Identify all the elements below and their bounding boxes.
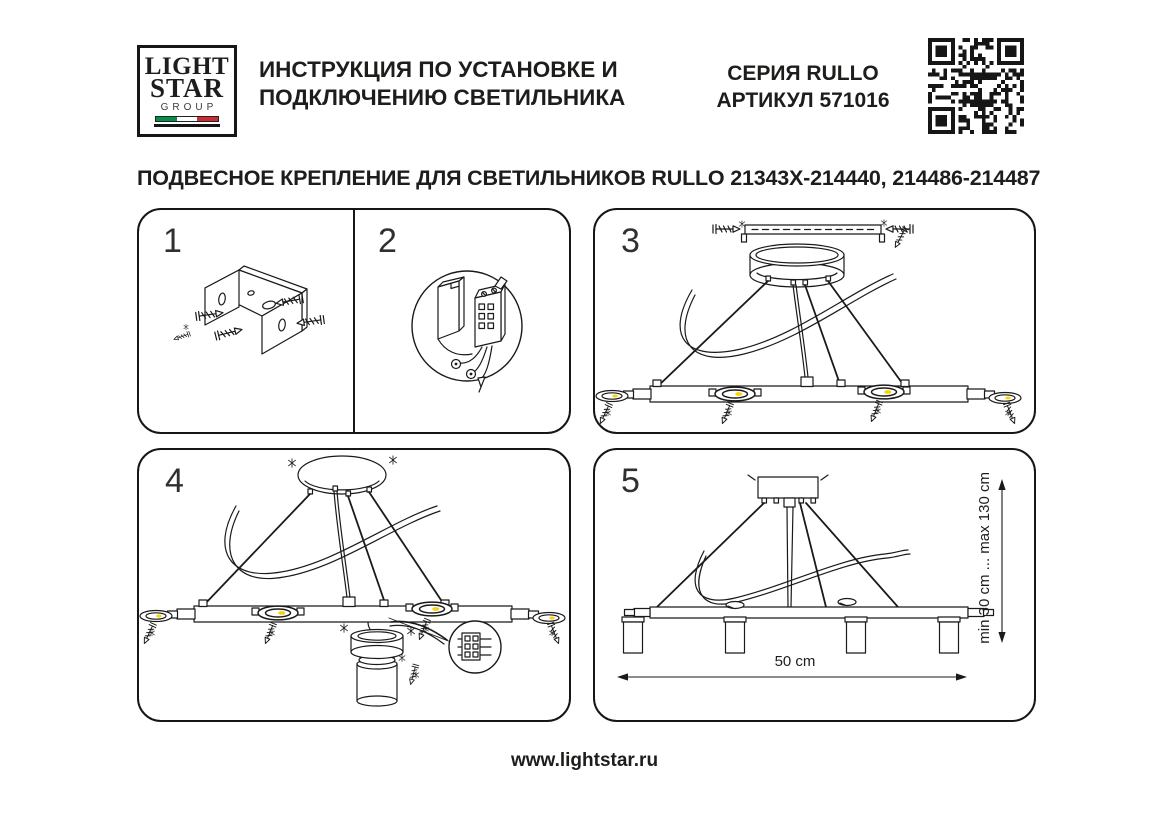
step-1-number: 1: [163, 222, 182, 260]
logo-text-star: STAR: [149, 72, 225, 103]
panel-divider: [353, 210, 355, 432]
step-3-panel: [593, 208, 1036, 434]
title-line-2: ПОДКЛЮЧЕНИЮ СВЕТИЛЬНИКА: [259, 85, 626, 110]
qr-code-icon: [928, 38, 1024, 134]
step-5-number: 5: [621, 462, 640, 500]
step-2-number: 2: [378, 222, 397, 260]
series-block: [693, 60, 913, 114]
page-title: [259, 56, 625, 112]
title-line-1: ИНСТРУКЦИЯ ПО УСТАНОВКЕ И: [259, 57, 618, 82]
height-dimension-label: min 30 cm ... max 130 cm: [976, 472, 993, 644]
lightstar-logo: [137, 45, 237, 137]
step4-lamp-connection-diagram: [139, 450, 569, 720]
width-dimension-label: 50 cm: [774, 653, 816, 670]
article-number: АРТИКУЛ 571016: [716, 89, 890, 112]
website-url: www.lightstar.ru: [510, 750, 659, 771]
step3-suspension-diagram: [595, 210, 1034, 432]
logo-underline: [154, 124, 220, 127]
logo-text-group: GROUP: [160, 101, 218, 113]
step5-assembled-lamp-diagram: [595, 450, 1034, 720]
italian-flag-icon: [155, 116, 219, 122]
series-name: СЕРИЯ RULLO: [727, 62, 879, 85]
step-3-number: 3: [621, 222, 640, 260]
step-4-panel: [137, 448, 571, 722]
logo-text-light: LIGHT: [144, 52, 230, 80]
subtitle: ПОДВЕСНОЕ КРЕПЛЕНИЕ ДЛЯ СВЕТИЛЬНИКОВ RULLO 21343X-214440, 214486-214487: [137, 166, 1041, 190]
step-5-panel: [593, 448, 1036, 722]
step-1-2-panel: [137, 208, 571, 434]
step-4-number: 4: [165, 462, 184, 500]
